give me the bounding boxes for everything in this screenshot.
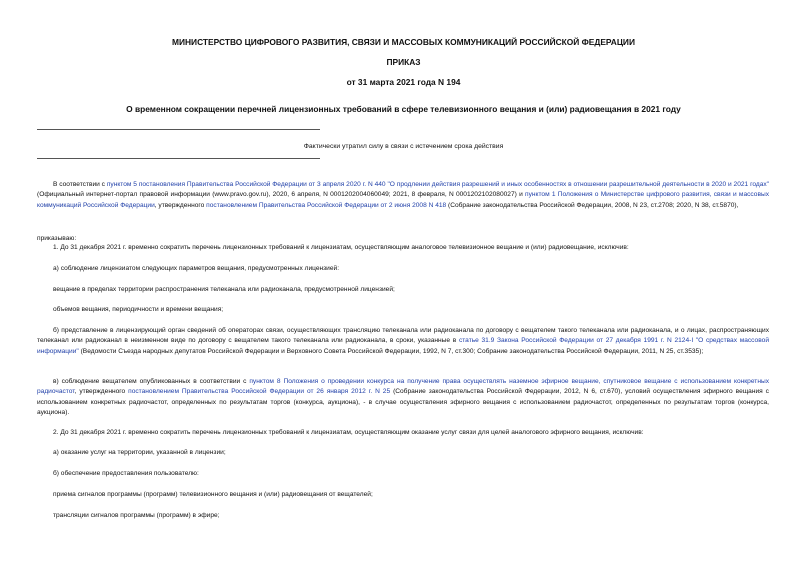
item-1b-text-1: б) представление в лицензирующий орган сведений об операторах связи, осуществляющих трансляцию телеканала или радиоканала по договору с вещателем такого телеканала или радиоканала, и о лицах, распространяющих телеканал или радиоканал в неизменном виде по договору с вещателем такого телеканала или радиоканала, в сроки, указанные в (37, 327, 769, 345)
item-1b (37, 326, 769, 357)
document-type: ПРИКАЗ (386, 57, 421, 67)
preamble-text-2: (Официальный интернет-портал правовой информации (www.pravo.gov.ru), 2020, 6 апреля, N 0001202004060049; 2021, 8 февраля, N 0001202102080027) и (37, 191, 526, 199)
order-word: приказываю: (37, 235, 77, 242)
item-2b-line-2: трансляции сигналов программы (программ) в эфире; (53, 512, 220, 519)
link-decree-418[interactable]: постановлением Правительства Российской Федерации от 2 июня 2008 N 418 (206, 201, 447, 209)
item-2b: б) обеспечение предоставления пользователю: (53, 470, 199, 477)
item-1b-text-2: (Ведомости Съезда народных депутатов Российской Федерации и Верховного Совета Российской Федерации, 1992, N 7, ст.300; Собрание законодательства Российской Федерации, 2011, N 25, ст.3535); (78, 347, 704, 355)
item-1a-line-1: вещание в пределах территории распространения телеканала или радиоканала, предусмотренной лицензией; (53, 286, 395, 293)
link-decree-440[interactable]: пунктом 5 постановления Правительства Российской Федерации от 3 апреля 2020 г. N 440 "О продлении действия разрешений и иных особенностях в отношении разрешительной деятельности в 2020 и 2021 годах" (106, 181, 770, 188)
item-2: 2. До 31 декабря 2021 г. временно сократить перечень лицензионных требований к лицензиатам, осуществляющим оказание услуг связи для целей аналогового эфирного вещания, исключив: (53, 429, 644, 436)
link-mass-media-law[interactable]: статье 31.9 Закона Российской Федерации от 27 декабря 1991 г. N 2124-I "О средствах массовой информации" (37, 337, 770, 355)
item-2a: а) оказание услуг на территории, указанной в лицензии; (53, 449, 226, 456)
preamble-text-1: В соответствии с (53, 181, 107, 188)
item-1c-text-1: в) соблюдение вещателем опубликованных в соответствии с (53, 378, 250, 385)
item-1c-text-2: , утвержденного (74, 388, 129, 396)
document-title: О временном сокращении перечней лицензионных требований в сфере телевизионного вещания и (или) радиовещания в 2021 году (126, 104, 681, 114)
item-1c-text-3: (Собрание законодательства Российской Федерации, 2012, N 6, ст.670), условий осуществления эфирного вещания с использованием конкретных радиочастот, определенных по результатам торгов (конкурса, аукциона), - в случае осуществления эфирного вещания с использованием радиочастот, определенных по результатам торгов (конкурса, аукциона). (37, 388, 769, 417)
item-1a: а) соблюдение лицензиатом следующих параметров вещания, предусмотренных лицензией: (53, 265, 340, 272)
ministry-heading: МИНИСТЕРСТВО ЦИФРОВОГО РАЗВИТИЯ, СВЯЗИ И МАССОВЫХ КОММУНИКАЦИЙ РОССИЙСКОЙ ФЕДЕРАЦИИ (172, 37, 635, 47)
status-note: Фактически утратил силу в связи с истечением срока действия (303, 143, 504, 150)
bottom-divider (37, 158, 320, 159)
preamble-text-4: (Собрание законодательства Российской Федерации, 2008, N 23, ст.2708; 2020, N 38, ст.5870), (446, 201, 739, 209)
link-decree-25[interactable]: постановлением Правительства Российской Федерации от 26 января 2012 г. N 25 (128, 388, 391, 396)
item-1: 1. До 31 декабря 2021 г. временно сократить перечень лицензионных требований к лицензиатам, осуществляющим аналоговое телевизионное вещание и (или) радиовещание, исключив: (53, 244, 629, 251)
item-1a-line-2: объемов вещания, периодичности и времени вещания; (53, 306, 224, 313)
top-divider (37, 129, 320, 130)
date-and-number: от 31 марта 2021 года N 194 (346, 77, 461, 87)
link-contest-regulation[interactable]: пунктом 8 Положения о проведении конкурса на получение права осуществлять наземное эфирное вещание, спутниковое вещание с использованием конкретных радиочастот (37, 378, 769, 396)
item-2b-line-1: приема сигналов программы (программ) телевизионного вещания и (или) радиовещания от вещателей; (53, 491, 373, 498)
link-ministry-regulation[interactable]: пунктом 1 Положения о Министерстве цифрового развития, связи и массовых коммуникаций Российской Федерации (37, 191, 769, 209)
preamble-paragraph (37, 180, 769, 211)
item-1c (37, 377, 769, 419)
preamble-text-3: , утвержденного (154, 201, 207, 209)
